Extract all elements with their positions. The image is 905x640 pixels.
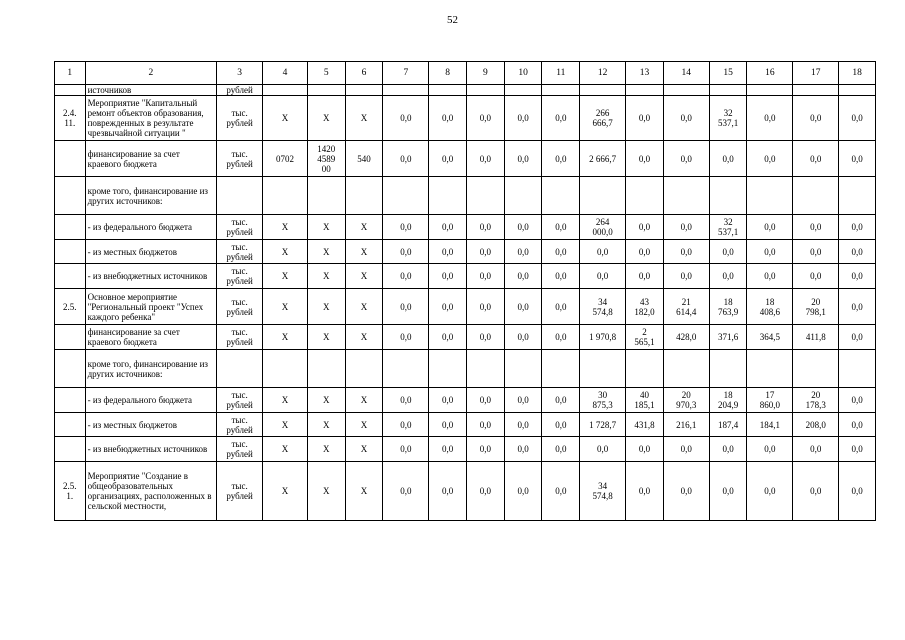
value-cell: 0,0	[626, 437, 664, 462]
value-cell	[504, 177, 542, 215]
value-cell: 1 728,7	[580, 413, 626, 437]
value-cell	[429, 350, 467, 388]
value-cell: 0,0	[429, 413, 467, 437]
table-row	[55, 96, 876, 141]
row-name: кроме того, финансирование из других источников:	[85, 177, 217, 215]
value-cell: 0,0	[429, 437, 467, 462]
table-row	[55, 437, 876, 462]
value-cell	[429, 177, 467, 215]
value-cell: 0,0	[542, 264, 580, 289]
value-cell: 0,0	[504, 413, 542, 437]
column-header: 10	[504, 62, 542, 85]
code-cell: Х	[307, 388, 345, 413]
value-cell: 21 614,4	[663, 289, 709, 325]
value-cell: 0,0	[663, 96, 709, 141]
value-cell	[383, 177, 429, 215]
value-cell: 187,4	[709, 413, 747, 437]
value-cell: 0,0	[747, 462, 793, 521]
row-unit: тыс. рублей	[217, 215, 263, 240]
value-cell: 17 860,0	[747, 388, 793, 413]
value-cell: 0,0	[626, 462, 664, 521]
row-name: источников	[85, 85, 217, 96]
value-cell: 18 204,9	[709, 388, 747, 413]
value-cell	[747, 350, 793, 388]
row-number	[55, 413, 86, 437]
value-cell: 0,0	[542, 413, 580, 437]
value-cell: 0,0	[626, 96, 664, 141]
code-cell: Х	[307, 462, 345, 521]
row-unit: тыс. рублей	[217, 141, 263, 177]
value-cell: 0,0	[839, 240, 876, 264]
value-cell: 0,0	[504, 141, 542, 177]
value-cell	[747, 85, 793, 96]
row-unit: тыс. рублей	[217, 413, 263, 437]
value-cell: 0,0	[504, 388, 542, 413]
row-unit: тыс. рублей	[217, 388, 263, 413]
value-cell: 0,0	[429, 388, 467, 413]
code-cell: Х	[307, 96, 345, 141]
code-cell: Х	[345, 96, 383, 141]
row-name: - из внебюджетных источников	[85, 264, 217, 289]
code-cell: Х	[345, 388, 383, 413]
row-number	[55, 264, 86, 289]
value-cell: 428,0	[663, 325, 709, 350]
value-cell: 0,0	[383, 325, 429, 350]
value-cell: 0,0	[839, 96, 876, 141]
code-cell: Х	[345, 462, 383, 521]
value-cell: 0,0	[747, 437, 793, 462]
value-cell: 411,8	[793, 325, 839, 350]
code-cell	[307, 85, 345, 96]
row-number	[55, 215, 86, 240]
value-cell: 0,0	[383, 462, 429, 521]
value-cell	[709, 177, 747, 215]
column-header: 18	[839, 62, 876, 85]
row-number	[55, 240, 86, 264]
code-cell: Х	[263, 325, 308, 350]
value-cell: 0,0	[467, 388, 505, 413]
code-cell: Х	[263, 462, 308, 521]
row-unit	[217, 177, 263, 215]
table-row	[55, 240, 876, 264]
table-row	[55, 462, 876, 521]
value-cell: 18 408,6	[747, 289, 793, 325]
row-number: 2.5. 1.	[55, 462, 86, 521]
value-cell	[793, 177, 839, 215]
value-cell	[467, 85, 505, 96]
value-cell: 0,0	[709, 141, 747, 177]
column-header: 17	[793, 62, 839, 85]
value-cell	[383, 350, 429, 388]
value-cell	[709, 350, 747, 388]
code-cell: Х	[307, 325, 345, 350]
value-cell: 0,0	[663, 141, 709, 177]
value-cell: 0,0	[839, 289, 876, 325]
value-cell: 34 574,8	[580, 462, 626, 521]
code-cell	[345, 177, 383, 215]
value-cell	[709, 85, 747, 96]
value-cell: 0,0	[839, 325, 876, 350]
value-cell: 0,0	[467, 325, 505, 350]
row-number	[55, 388, 86, 413]
value-cell: 0,0	[839, 388, 876, 413]
table-row	[55, 325, 876, 350]
value-cell	[542, 177, 580, 215]
value-cell: 364,5	[747, 325, 793, 350]
table-row	[55, 141, 876, 177]
row-number: 2.4. 11.	[55, 96, 86, 141]
code-cell: Х	[345, 437, 383, 462]
code-cell: Х	[307, 240, 345, 264]
value-cell	[580, 177, 626, 215]
value-cell: 0,0	[709, 462, 747, 521]
value-cell: 0,0	[663, 215, 709, 240]
value-cell: 40 185,1	[626, 388, 664, 413]
value-cell: 0,0	[626, 215, 664, 240]
value-cell: 0,0	[747, 240, 793, 264]
table-row	[55, 177, 876, 215]
value-cell: 0,0	[626, 240, 664, 264]
value-cell	[504, 85, 542, 96]
value-cell	[663, 350, 709, 388]
code-cell	[263, 85, 308, 96]
row-number	[55, 177, 86, 215]
value-cell: 1 970,8	[580, 325, 626, 350]
code-cell: Х	[345, 413, 383, 437]
code-cell	[307, 177, 345, 215]
value-cell	[626, 177, 664, 215]
value-cell: 0,0	[839, 215, 876, 240]
value-cell: 0,0	[383, 289, 429, 325]
table-row	[55, 289, 876, 325]
code-cell: Х	[345, 289, 383, 325]
row-name: Основное мероприятие "Региональный проект "Успех каждого ребенка"	[85, 289, 217, 325]
value-cell	[542, 350, 580, 388]
code-cell	[263, 177, 308, 215]
value-cell: 0,0	[467, 462, 505, 521]
value-cell: 0,0	[429, 215, 467, 240]
value-cell: 0,0	[542, 462, 580, 521]
value-cell	[429, 85, 467, 96]
code-cell	[345, 350, 383, 388]
value-cell: 20 798,1	[793, 289, 839, 325]
row-unit: тыс. рублей	[217, 462, 263, 521]
column-header: 7	[383, 62, 429, 85]
value-cell: 0,0	[839, 437, 876, 462]
value-cell	[793, 350, 839, 388]
table-row	[55, 264, 876, 289]
value-cell	[504, 350, 542, 388]
value-cell	[663, 177, 709, 215]
value-cell: 0,0	[383, 388, 429, 413]
table-row	[55, 350, 876, 388]
value-cell: 0,0	[383, 240, 429, 264]
value-cell: 0,0	[429, 264, 467, 289]
value-cell: 0,0	[580, 437, 626, 462]
value-cell: 0,0	[467, 264, 505, 289]
value-cell	[626, 85, 664, 96]
value-cell: 18 763,9	[709, 289, 747, 325]
value-cell: 32 537,1	[709, 215, 747, 240]
code-cell: Х	[263, 388, 308, 413]
value-cell: 0,0	[663, 264, 709, 289]
value-cell: 0,0	[747, 264, 793, 289]
value-cell: 0,0	[663, 437, 709, 462]
value-cell	[839, 85, 876, 96]
value-cell: 0,0	[793, 437, 839, 462]
code-cell	[345, 85, 383, 96]
value-cell: 0,0	[542, 141, 580, 177]
value-cell	[542, 85, 580, 96]
row-name: - из федерального бюджета	[85, 388, 217, 413]
value-cell: 0,0	[793, 264, 839, 289]
code-cell: Х	[263, 289, 308, 325]
column-header: 3	[217, 62, 263, 85]
value-cell: 0,0	[709, 437, 747, 462]
row-number: 2.5.	[55, 289, 86, 325]
value-cell: 0,0	[429, 325, 467, 350]
value-cell: 0,0	[383, 215, 429, 240]
row-number	[55, 325, 86, 350]
value-cell: 0,0	[467, 141, 505, 177]
row-name: кроме того, финансирование из других источников:	[85, 350, 217, 388]
page-number: 52	[447, 14, 458, 26]
column-header: 5	[307, 62, 345, 85]
code-cell: Х	[345, 240, 383, 264]
code-cell: Х	[263, 215, 308, 240]
value-cell	[793, 85, 839, 96]
value-cell: 20 970,3	[663, 388, 709, 413]
row-name: - из федерального бюджета	[85, 215, 217, 240]
value-cell: 0,0	[504, 289, 542, 325]
value-cell: 0,0	[663, 462, 709, 521]
column-header: 8	[429, 62, 467, 85]
code-cell: Х	[345, 264, 383, 289]
code-cell: Х	[307, 413, 345, 437]
row-unit: тыс. рублей	[217, 437, 263, 462]
value-cell: 0,0	[542, 325, 580, 350]
value-cell: 0,0	[839, 141, 876, 177]
budget-table	[54, 61, 876, 521]
value-cell: 2 666,7	[580, 141, 626, 177]
code-cell: 0702	[263, 141, 308, 177]
code-cell: Х	[307, 437, 345, 462]
value-cell: 0,0	[542, 437, 580, 462]
row-unit: тыс. рублей	[217, 96, 263, 141]
value-cell: 0,0	[793, 462, 839, 521]
code-cell: Х	[307, 215, 345, 240]
value-cell: 0,0	[504, 264, 542, 289]
code-cell: Х	[263, 437, 308, 462]
column-header: 16	[747, 62, 793, 85]
code-cell: Х	[263, 96, 308, 141]
row-unit: тыс. рублей	[217, 289, 263, 325]
row-unit: тыс. рублей	[217, 325, 263, 350]
column-header: 11	[542, 62, 580, 85]
value-cell: 2 565,1	[626, 325, 664, 350]
row-number	[55, 350, 86, 388]
value-cell: 0,0	[429, 96, 467, 141]
value-cell: 0,0	[747, 215, 793, 240]
table-row	[55, 388, 876, 413]
row-name: финансирование за счет краевого бюджета	[85, 141, 217, 177]
value-cell	[580, 350, 626, 388]
value-cell: 43 182,0	[626, 289, 664, 325]
code-cell: 1420 4589 00	[307, 141, 345, 177]
value-cell: 30 875,3	[580, 388, 626, 413]
value-cell: 0,0	[747, 96, 793, 141]
value-cell: 371,6	[709, 325, 747, 350]
value-cell	[663, 85, 709, 96]
table-row	[55, 85, 876, 96]
value-cell: 184,1	[747, 413, 793, 437]
row-number	[55, 85, 86, 96]
row-name: - из местных бюджетов	[85, 413, 217, 437]
value-cell: 0,0	[504, 96, 542, 141]
value-cell: 0,0	[580, 264, 626, 289]
value-cell: 0,0	[793, 215, 839, 240]
column-header: 12	[580, 62, 626, 85]
value-cell	[467, 177, 505, 215]
row-unit	[217, 350, 263, 388]
value-cell: 0,0	[542, 240, 580, 264]
value-cell: 0,0	[429, 240, 467, 264]
value-cell: 0,0	[542, 289, 580, 325]
value-cell: 0,0	[467, 413, 505, 437]
code-cell	[307, 350, 345, 388]
value-cell: 0,0	[793, 141, 839, 177]
code-cell: Х	[263, 264, 308, 289]
value-cell	[747, 177, 793, 215]
code-cell: Х	[263, 240, 308, 264]
value-cell: 0,0	[467, 96, 505, 141]
table-body	[55, 62, 876, 521]
code-cell: Х	[345, 325, 383, 350]
code-cell	[263, 350, 308, 388]
value-cell: 0,0	[429, 462, 467, 521]
value-cell	[626, 350, 664, 388]
value-cell: 0,0	[709, 240, 747, 264]
value-cell: 0,0	[504, 437, 542, 462]
value-cell: 0,0	[839, 413, 876, 437]
value-cell: 266 666,7	[580, 96, 626, 141]
value-cell: 0,0	[839, 462, 876, 521]
value-cell: 216,1	[663, 413, 709, 437]
column-header: 1	[55, 62, 86, 85]
value-cell: 0,0	[467, 289, 505, 325]
code-cell: Х	[307, 264, 345, 289]
value-cell	[383, 85, 429, 96]
value-cell: 0,0	[504, 462, 542, 521]
value-cell	[839, 350, 876, 388]
value-cell: 0,0	[504, 240, 542, 264]
row-name: - из местных бюджетов	[85, 240, 217, 264]
value-cell: 0,0	[793, 96, 839, 141]
value-cell: 32 537,1	[709, 96, 747, 141]
value-cell: 0,0	[429, 289, 467, 325]
value-cell: 0,0	[467, 240, 505, 264]
value-cell: 264 000,0	[580, 215, 626, 240]
row-number	[55, 437, 86, 462]
value-cell: 0,0	[839, 264, 876, 289]
value-cell	[839, 177, 876, 215]
value-cell: 0,0	[580, 240, 626, 264]
column-header: 6	[345, 62, 383, 85]
value-cell: 0,0	[747, 141, 793, 177]
value-cell: 34 574,8	[580, 289, 626, 325]
value-cell: 431,8	[626, 413, 664, 437]
row-number	[55, 141, 86, 177]
value-cell: 0,0	[383, 437, 429, 462]
table-row	[55, 215, 876, 240]
row-unit: рублей	[217, 85, 263, 96]
column-header: 14	[663, 62, 709, 85]
code-cell: Х	[263, 413, 308, 437]
row-name: Мероприятие "Создание в общеобразовательных организациях, расположенных в сельской местности,	[85, 462, 217, 521]
value-cell: 0,0	[467, 215, 505, 240]
value-cell: 0,0	[504, 325, 542, 350]
value-cell: 0,0	[709, 264, 747, 289]
value-cell: 0,0	[793, 240, 839, 264]
column-header: 9	[467, 62, 505, 85]
code-cell: 540	[345, 141, 383, 177]
value-cell	[467, 350, 505, 388]
value-cell: 208,0	[793, 413, 839, 437]
value-cell: 0,0	[383, 141, 429, 177]
table-row	[55, 413, 876, 437]
value-cell: 0,0	[429, 141, 467, 177]
value-cell: 0,0	[626, 141, 664, 177]
value-cell	[580, 85, 626, 96]
value-cell: 0,0	[663, 240, 709, 264]
value-cell: 0,0	[542, 215, 580, 240]
row-unit: тыс. рублей	[217, 264, 263, 289]
column-header: 13	[626, 62, 664, 85]
code-cell: Х	[307, 289, 345, 325]
value-cell: 0,0	[383, 413, 429, 437]
row-name: - из внебюджетных источников	[85, 437, 217, 462]
value-cell: 0,0	[504, 215, 542, 240]
column-header: 15	[709, 62, 747, 85]
value-cell: 0,0	[383, 264, 429, 289]
value-cell: 0,0	[542, 388, 580, 413]
row-name: финансирование за счет краевого бюджета	[85, 325, 217, 350]
row-unit: тыс. рублей	[217, 240, 263, 264]
value-cell: 0,0	[626, 264, 664, 289]
header-row	[55, 62, 876, 85]
column-header: 2	[85, 62, 217, 85]
column-header: 4	[263, 62, 308, 85]
value-cell: 20 178,3	[793, 388, 839, 413]
value-cell: 0,0	[383, 96, 429, 141]
row-name: Мероприятие "Капитальный ремонт объектов образования, поврежденных в результате чрезвычайной ситуации "	[85, 96, 217, 141]
value-cell: 0,0	[542, 96, 580, 141]
value-cell: 0,0	[467, 437, 505, 462]
code-cell: Х	[345, 215, 383, 240]
